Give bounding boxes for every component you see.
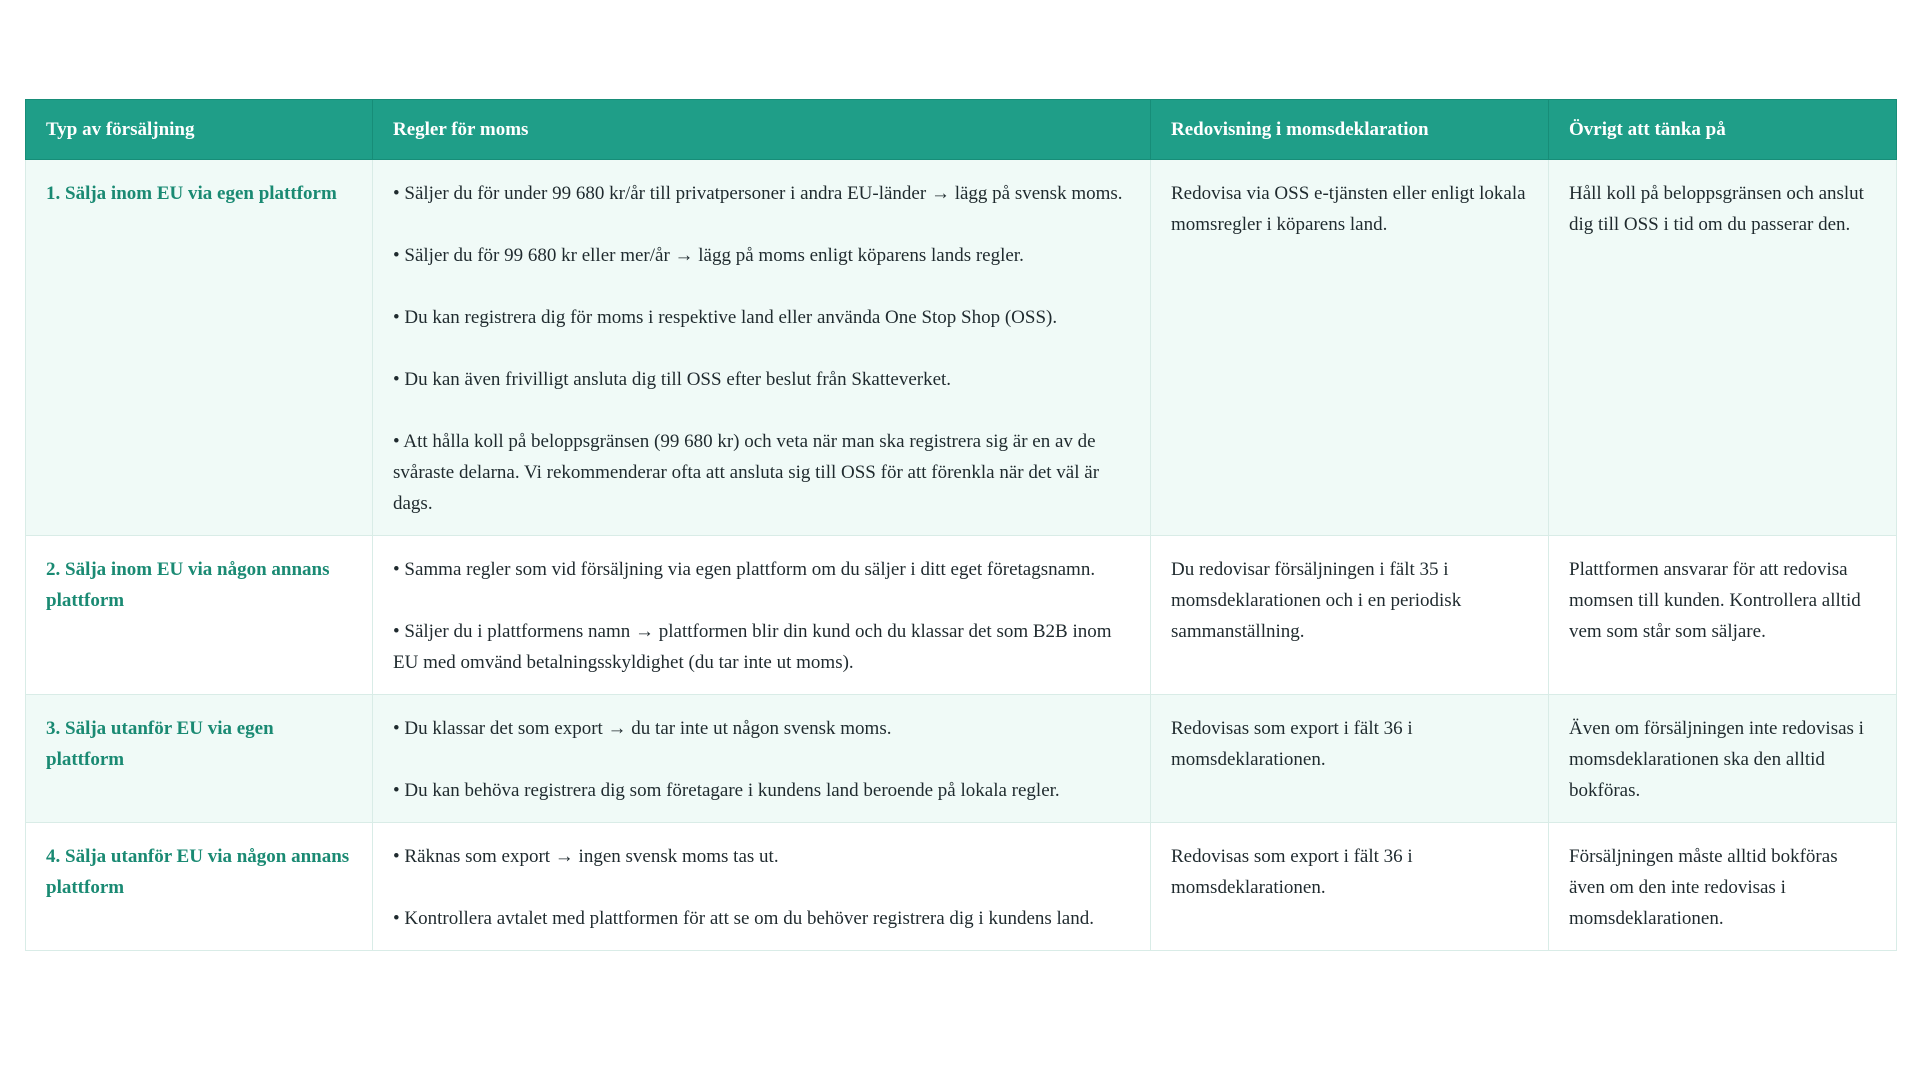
rule-item: • Räknas som export → ingen svensk moms tas ut.	[393, 846, 779, 867]
rule-item: • Du kan registrera dig för moms i respektive land eller använda One Stop Shop (OSS).	[393, 307, 1058, 328]
rule-item: • Du klassar det som export → du tar inte ut någon svensk moms.	[393, 718, 892, 739]
table-row	[26, 160, 1897, 536]
other-cell: Även om försäljningen inte redovisas i momsdeklarationen ska den alltid bokföras.	[1549, 695, 1897, 823]
reporting-cell: Redovisas som export i fält 36 i momsdeklarationen.	[1151, 695, 1549, 823]
vat-rules-cell	[373, 695, 1151, 823]
table-header	[26, 100, 1897, 160]
reporting-cell: Redovisa via OSS e-tjänsten eller enligt lokala momsregler i köparens land.	[1151, 160, 1549, 536]
vat-sales-table	[25, 99, 1897, 951]
header-other: Övrigt att tänka på	[1549, 100, 1897, 160]
sales-type-cell: 1. Sälja inom EU via egen plattform	[26, 160, 373, 536]
header-vat-rules: Regler för moms	[373, 100, 1151, 160]
rule-item: • Säljer du för 99 680 kr eller mer/år → lägg på moms enligt köparens lands regler.	[393, 245, 1024, 266]
table-row	[26, 536, 1897, 695]
vat-rules-cell	[373, 823, 1151, 951]
vat-sales-table-container	[25, 99, 1896, 951]
other-cell: Försäljningen måste alltid bokföras även om den inte redovisas i momsdeklarationen.	[1549, 823, 1897, 951]
table-body	[26, 160, 1897, 951]
table-row	[26, 695, 1897, 823]
reporting-cell: Du redovisar försäljningen i fält 35 i momsdeklarationen och i en periodisk sammanställning.	[1151, 536, 1549, 695]
rule-item: • Samma regler som vid försäljning via egen plattform om du säljer i ditt eget företagsnamn.	[393, 559, 1096, 580]
sales-type-cell: 4. Sälja utanför EU via någon annans plattform	[26, 823, 373, 951]
rule-item: • Säljer du för under 99 680 kr/år till privatpersoner i andra EU-länder → lägg på svensk moms.	[393, 183, 1123, 204]
header-sales-type: Typ av försäljning	[26, 100, 373, 160]
sales-type-cell: 3. Sälja utanför EU via egen plattform	[26, 695, 373, 823]
header-reporting: Redovisning i momsdeklaration	[1151, 100, 1549, 160]
other-cell: Plattformen ansvarar för att redovisa momsen till kunden. Kontrollera alltid vem som står som säljare.	[1549, 536, 1897, 695]
rule-item: • Kontrollera avtalet med plattformen för att se om du behöver registrera dig i kundens land.	[393, 908, 1094, 929]
rule-item: • Du kan även frivilligt ansluta dig till OSS efter beslut från Skatteverket.	[393, 369, 952, 390]
header-row	[26, 100, 1897, 160]
vat-rules-cell	[373, 536, 1151, 695]
reporting-cell: Redovisas som export i fält 36 i momsdeklarationen.	[1151, 823, 1549, 951]
other-cell: Håll koll på beloppsgränsen och anslut dig till OSS i tid om du passerar den.	[1549, 160, 1897, 536]
table-row	[26, 823, 1897, 951]
vat-rules-cell	[373, 160, 1151, 536]
rule-item: • Säljer du i plattformens namn → plattformen blir din kund och du klassar det som B2B inom EU med omvänd betalningsskyldighet (du tar inte ut moms).	[393, 621, 1112, 673]
rule-item: • Att hålla koll på beloppsgränsen (99 680 kr) och veta när man ska registrera sig är en av de svåraste delarna. Vi rekommenderar ofta att ansluta sig till OSS för att förenkla när det väl är dags.	[393, 431, 1100, 514]
sales-type-cell: 2. Sälja inom EU via någon annans plattform	[26, 536, 373, 695]
rule-item: • Du kan behöva registrera dig som företagare i kundens land beroende på lokala regler.	[393, 780, 1060, 801]
